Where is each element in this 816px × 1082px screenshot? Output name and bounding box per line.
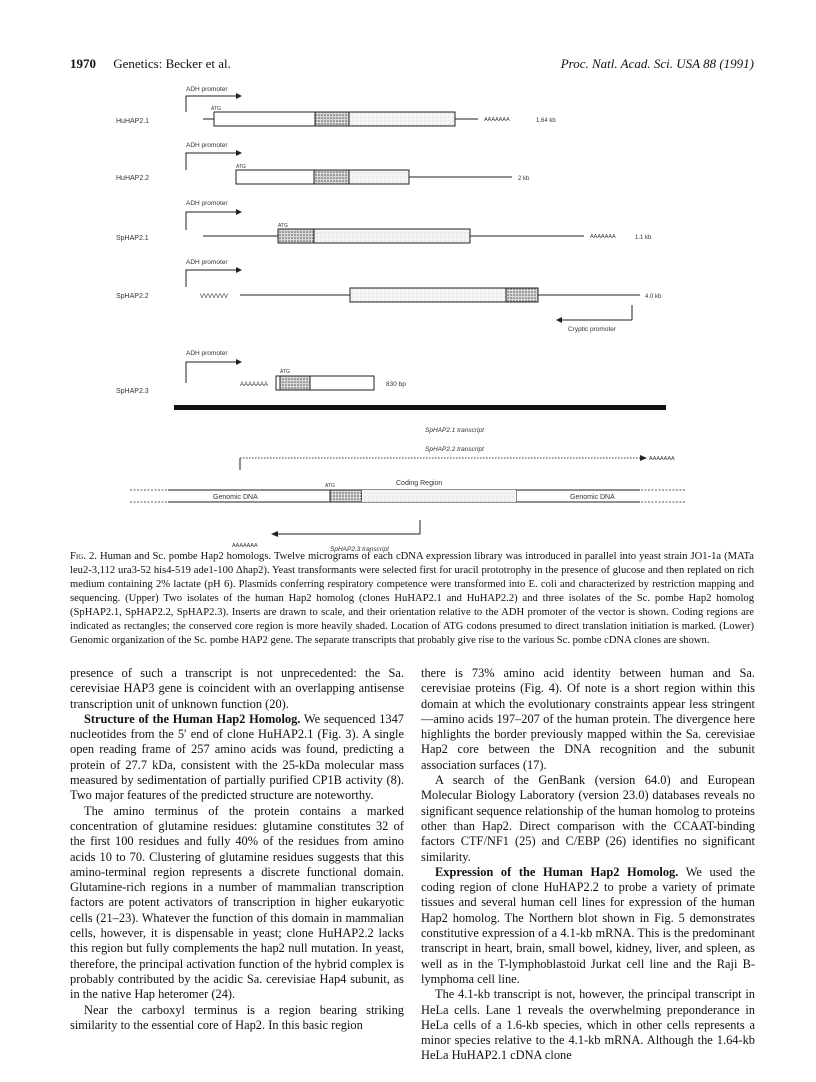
body-paragraph: The amino terminus of the protein contains a marked concentration of glutamine residues: glutamine constitutes 32 of the first 100 residues and fully 40% of the residues from amino acids 10 to 70. Clustering of glutamine residues suggests that this amino-terminal region represents a discrete functional domain. Glutamine-rich regions in a number of mammalian transcription factors are potent activators of transcription in higher eukaryotic cells (21–23). Whatever the function of this domain in mammalian cells, however, it is dispensable in yeast; clone HuHAP2.2 lacks this region but fully complements the hap2 null mutation. In yeast, therefore, the principal activation function of the hybrid complex is probably contributed by the acidic Sa. cerevisiae Hap4 subunit, as in the native Hap heteromer (24). <box>70 803 404 1002</box>
transcript-2-label: SpHAP2.2 transcript <box>425 446 484 453</box>
genomic-dna-left: Genomic DNA <box>213 494 258 501</box>
atg-label: ATG <box>280 369 290 375</box>
adh-promoter-label: ADH promoter <box>186 350 228 357</box>
genomic-dna-right: Genomic DNA <box>570 494 615 501</box>
construct-size: 830 bp <box>386 381 406 388</box>
adh-promoter-label: ADH promoter <box>186 86 228 93</box>
caption-lead: Fig. 2. <box>70 551 97 562</box>
construct-sphap2-1 <box>116 200 652 243</box>
construct-label: HuHAP2.1 <box>116 118 150 125</box>
poly-a-tail: AAAAAAA <box>484 117 510 123</box>
construct-label: SpHAP2.1 <box>116 235 149 242</box>
body-column-right <box>421 666 755 1064</box>
transcript-3-label: SpHAP2.3 transcript <box>330 546 389 553</box>
body-paragraph: Near the carboxyl terminus is a region bearing striking similarity to the essential core of Hap2. In this basic region <box>70 1002 404 1032</box>
page-number: 1970 <box>70 56 96 71</box>
running-title: Genetics: Becker et al. <box>113 56 231 71</box>
body-paragraph: A search of the GenBank (version 64.0) and European Molecular Biology Laboratory (version 23.0) databases reveals no significant sequence relationship of the human homolog to proteins other than Hap2. Direct comparison with the CCAAT-binding factors CTF/NF1 (25) and C/EBP (26) identifies no significant similarity. <box>421 773 755 864</box>
construct-huhap2-2 <box>116 142 530 184</box>
section-heading: Structure of the Human Hap2 Homolog. <box>84 711 301 726</box>
body-paragraph: Expression of the Human Hap2 Homolog. We used the coding region of clone HuHAP2.2 to probe a variety of primate tissues and several human cell lines for expression of the human Hap2 homolog. The Northern blot shown in Fig. 5 demonstrates constitutive expression of a 4.1-kb mRNA. This is the predominant transcript in heart, brain, small bowel, kidney, liver, and spleen, as well as in the T-lymphoblastoid Jurkat cell line and the Raji B-lymphoma cell line. <box>421 864 756 986</box>
figure-caption <box>70 550 754 648</box>
poly-u-tail: VVVVVVV <box>200 294 229 300</box>
atg-label: ATG <box>236 164 246 170</box>
figure-divider <box>174 405 666 410</box>
construct-label: HuHAP2.2 <box>116 175 150 182</box>
body-column-left <box>70 666 404 1033</box>
transcript-3-poly-a: AAAAAAA <box>232 543 258 549</box>
construct-size: 2 kb <box>518 176 530 182</box>
genomic-organization <box>130 427 685 553</box>
adh-promoter-label: ADH promoter <box>186 200 228 207</box>
construct-label: SpHAP2.2 <box>116 293 149 300</box>
atg-label: ATG <box>325 483 335 489</box>
coding-region-label: Coding Region <box>396 480 443 487</box>
construct-size: 4.0 kb <box>645 294 662 300</box>
body-paragraph: Structure of the Human Hap2 Homolog. We sequenced 1347 nucleotides from the 5′ end of clone HuHAP2.1 (Fig. 3). A single open reading frame of 257 amino acids was found, predicting a protein of 27.7 kDa, consistent with the 25-kDa molecular mass measured by sedimentation of partially purified CP1B activity (8). Two major features of the predicted structure are noteworthy. <box>70 711 404 803</box>
atg-label: ATG <box>211 106 221 112</box>
poly-a-tail: AAAAAAA <box>590 234 616 240</box>
construct-sphap2-2 <box>116 259 662 333</box>
adh-promoter-label: ADH promoter <box>186 259 228 266</box>
poly-a-tail: AAAAAAA <box>240 382 269 388</box>
construct-size: 1.64 kb <box>536 118 556 124</box>
construct-sphap2-3 <box>116 350 406 395</box>
caption-text: Human and Sc. pombe Hap2 homologs. Twelve micrograms of each cDNA expression library was introduced in parallel into yeast strain JO1-1a (MATa leu2-3,112 ura3-52 his4-519 ade1-100 Δhap2). Yeast transformants were selected first for uracil prototrophy in the presence of glucose and then replated on rich medium containing 2% lactate (pH 6). Plasmids conferring respiratory competence were transformed into E. coli and characterized by restriction mapping and sequencing. (Upper) Two isolates of the human Hap2 homolog (clones HuHAP2.1 and HuHAP2.2) and three isolates of the Sc. pombe Hap2 homolog (SpHAP2.1, SpHAP2.2, SpHAP2.3). Inserts are drawn to scale, and their orientation relative to the ADH promoter of the vector is shown. Coding regions are indicated as rectangles; the conserved core region is more heavily shaded. Location of ATG codons presumed to direct translation initiation is marked. (Lower) Genomic organization of the Sc. pombe HAP2 gene. The separate transcripts that probably give rise to the various Sc. pombe cDNA clones are shown. <box>70 551 754 646</box>
body-paragraph: presence of such a transcript is not unprecedented: the Sa. cerevisiae HAP3 gene is coincident with an overlapping antisense transcription unit of unknown function (20). <box>70 666 404 711</box>
atg-label: ATG <box>278 223 288 229</box>
transcript-1-label: SpHAP2.1 transcript <box>425 427 484 434</box>
cryptic-promoter-label: Cryptic promoter <box>568 326 617 333</box>
body-paragraph: The 4.1-kb transcript is not, however, the principal transcript in HeLa cells. Lane 1 reveals the overwhelming preponderance in HeLa cells of a 1.6-kb species, which in other cells represents a minor species relative to the 4.1-kb mRNA. Although the 1.64-kb HeLa HuHAP2.1 cDNA clone <box>421 987 755 1063</box>
journal-citation: Proc. Natl. Acad. Sci. USA 88 (1991) <box>560 56 754 71</box>
transcript-2-poly-a: AAAAAAA <box>649 456 675 462</box>
adh-promoter-label: ADH promoter <box>186 142 228 149</box>
construct-size: 1.1 kb <box>635 235 652 241</box>
construct-label: SpHAP2.3 <box>116 388 149 395</box>
body-paragraph: there is 73% amino acid identity between human and Sa. cerevisiae proteins (Fig. 4). Of note is a short region within this domain at which the evolutionary constraints appear less stringent—amino acids 197–207 of the human protein. The divergence here highlights the border previously mapped within the Sa. cerevisiae Hap2 core between the DNA recognition and the subunit association surfaces (17). <box>421 666 755 772</box>
construct-huhap2-1 <box>116 86 556 126</box>
section-heading: Expression of the Human Hap2 Homolog. <box>435 864 679 879</box>
